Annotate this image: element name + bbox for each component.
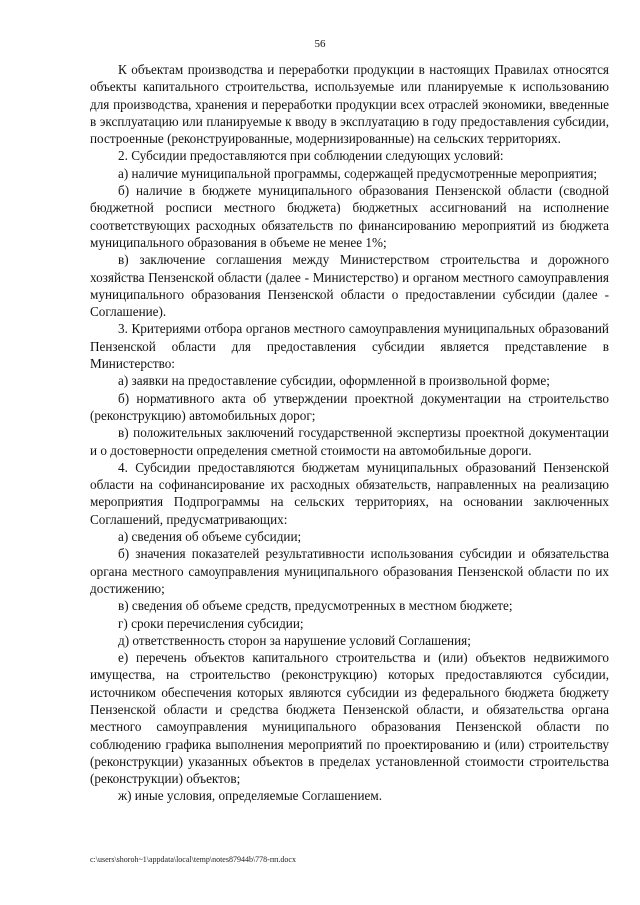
paragraph-3v: в) положительных заключений государственной экспертизы проектной документации и о достоверности определения сметной стоимости на автомобильные дороги. xyxy=(90,425,609,458)
paragraph-2b: б) наличие в бюджете муниципального образования Пензенской области (сводной бюджетной росписи местного бюджета) бюджетных ассигнований на исполнение соответствующих расходных обязательств по финансированию мероприятий из бюджета муниципального образования в объеме не менее 1%; xyxy=(90,183,609,250)
paragraph-4d: д) ответственность сторон за нарушение условий Соглашения; xyxy=(118,632,471,648)
paragraph-4a: а) сведения об объеме субсидии; xyxy=(118,529,302,545)
paragraph-4g: г) сроки перечисления субсидии; xyxy=(118,615,304,631)
paragraph-3a: а) заявки на предоставление субсидии, оформленной в произвольной форме; xyxy=(118,373,550,389)
paragraph-2: 2. Субсидии предоставляются при соблюдении следующих условий: xyxy=(118,148,504,164)
paragraph-4b: б) значения показателей результативности использования субсидии и обязательства органа местного самоуправления муниципального образования Пензенской области по их достижению; xyxy=(90,546,609,596)
footer-file-path: c:\users\shoroh~1\appdata\local\temp\notes87944b\778-пп.docx xyxy=(90,855,296,864)
paragraph-2a: а) наличие муниципальной программы, содержащей предусмотренные мероприятия; xyxy=(118,165,598,181)
document-body xyxy=(90,61,609,805)
paragraph-4zh: ж) иные условия, определяемые Соглашением. xyxy=(118,788,383,804)
paragraph-intro: К объектам производства и переработки продукции в настоящих Правилах относятся объекты капитального строительства, используемые или планируемые к использованию для производства, хранения и переработки продукции всех отраслей экономики, введенные в эксплуатацию или планируемые к вводу в эксплуатацию в году предоставления субсидии, построенные (реконструированные, модернизированные) на сельских территориях. xyxy=(90,62,609,147)
page-number: 56 xyxy=(314,38,326,50)
paragraph-2v: в) заключение соглашения между Министерством строительства и дорожного хозяйства Пензенской области (далее - Министерство) и органом местного самоуправления муниципального образования Пензенской области о предоставлении субсидии (далее - Соглашение). xyxy=(90,252,609,320)
paragraph-3b: б) нормативного акта об утверждении проектной документации на строительство (реконструкцию) автомобильных дорог; xyxy=(90,390,609,423)
paragraph-3: 3. Критериями отбора органов местного самоуправления муниципальных образований Пензенской области для предоставления субсидии является представление в Министерство: xyxy=(90,321,609,372)
paragraph-4: 4. Субсидии предоставляются бюджетам муниципальных образований Пензенской области на софинансирование их расходных обязательств, направленных на реализацию мероприятия Подпрограммы на сельских территориях, на основании заключенных Соглашений, предусматривающих: xyxy=(90,459,609,527)
paragraph-4e: е) перечень объектов капитального строительства и (или) объектов недвижимого имущества, на строительство (реконструкцию) которых предоставляются субсидии, источником обеспечения которых являются субсидии из федерального бюджета бюджету Пензенской области и средства бюджета Пензенской области, и обязательства органа местного самоуправления муниципального образования Пензенской области по соблюдению графика выполнения мероприятий по проектированию и (или) строительству (реконструкции) указанных объектов в пределах установленной стоимости строительства (реконструкции) объектов; xyxy=(90,650,609,787)
paragraph-4v: в) сведения об объеме средств, предусмотренных в местном бюджете; xyxy=(118,598,513,614)
